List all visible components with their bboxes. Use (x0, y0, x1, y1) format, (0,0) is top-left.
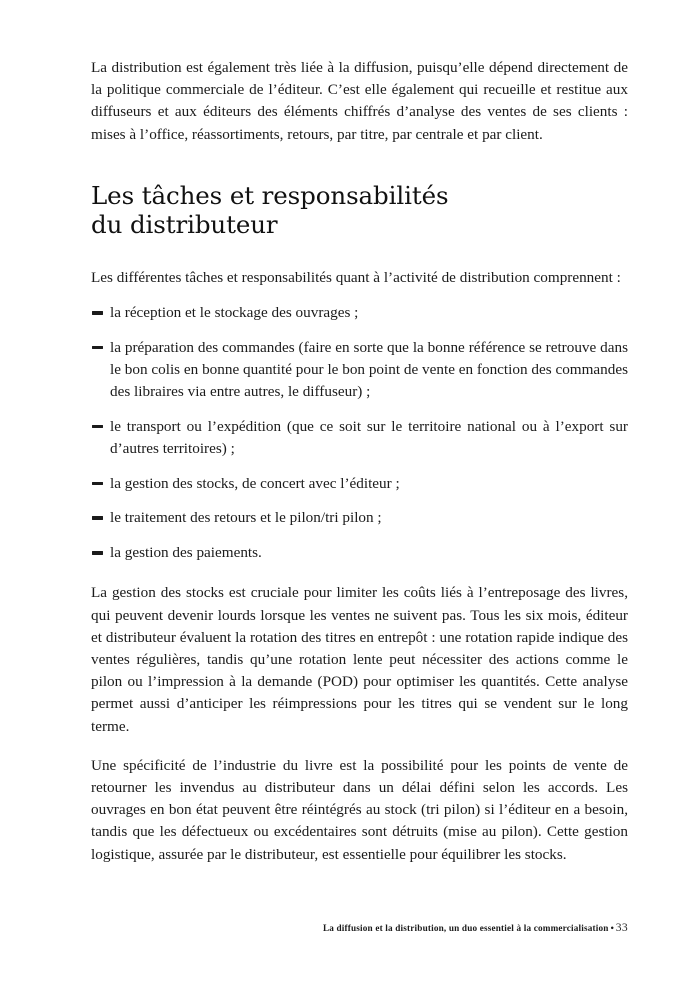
dash-bullet-icon (92, 516, 103, 520)
returns-paragraph: Une spécificité de l’industrie du livre est la possibilité pour les points de vente de retourner les invendus au distributeur dans un délai défini selon les accords. Les ouvrages en bon état peuvent être réintégrés au stock (tri pilon) si l’éditeur en a besoin, tandis que les défectueux ou excédentaires sont détruits (mise au pilon). Cette gestion logistique, assurée par le distributeur, est essentielle pour équilibrer les stocks. (91, 756, 628, 863)
list-item-text: la gestion des stocks, de concert avec l’éditeur ; (110, 474, 400, 492)
list-intro-paragraph: Les différentes tâches et responsabilités quant à l’activité de distribution comprennent : (91, 268, 621, 286)
paragraph-spacer (91, 738, 628, 755)
page-number: 33 (615, 921, 628, 934)
list-item-text: le traitement des retours et le pilon/tri pilon ; (110, 509, 382, 527)
dash-bullet-icon (92, 311, 103, 315)
responsibilities-list (91, 302, 628, 564)
list-item-text: la gestion des paiements. (110, 544, 262, 562)
list-item (91, 542, 628, 564)
list-spacer-bottom (91, 564, 628, 582)
list-item (91, 507, 628, 529)
list-item (91, 416, 628, 460)
dash-bullet-icon (92, 482, 103, 486)
footer-running-title: La diffusion et la distribution, un duo essentiel à la commercialisation (322, 923, 609, 933)
footer-separator-icon: • (610, 923, 614, 933)
page-footer (91, 916, 628, 935)
list-item (91, 337, 628, 404)
dash-bullet-icon (92, 425, 103, 429)
list-spacer-top (91, 289, 628, 302)
section-title-line-2: du distributeur (91, 210, 278, 240)
dash-bullet-icon (92, 346, 103, 350)
list-item (91, 473, 628, 495)
list-item-text: la préparation des commandes (faire en sorte que la bonne référence se retrouve dans le bon colis en bonne quantité pour le bon point de vente en fonction des commandes des libraires via entre autres, le diffuseur) ; (110, 338, 628, 401)
intro-paragraph: La distribution est également très liée à la diffusion, puisqu’elle dépend directement de la politique commerciale de l’éditeur. C’est elle également qui recueille et restitue aux diffuseurs et aux éditeurs des éléments chiffrés d’analyse des ventes de ses clients : mises à l’office, réassortiments, retours, par titre, par centrale et par client. (91, 59, 628, 143)
dash-bullet-icon (92, 551, 103, 555)
stocks-paragraph: La gestion des stocks est cruciale pour limiter les coûts liés à l’entreposage des livres, qui peuvent devenir lourds lorsque les ventes ne suivent pas. Tous les six mois, éditeur et distributeur évaluent la rotation des titres en entrepôt : une rotation rapide indique des ventes régulières, tandis qu’une rotation lente peut nécessiter des actions comme le pilon ou l’impression à la demande (POD) pour optimiser les quantités. Cette analyse permet aussi d’anticiper les réimpressions pour les titres qui se vendent sur le long terme. (91, 584, 628, 735)
page-content (91, 57, 628, 866)
list-item-text: la réception et le stockage des ouvrages ; (110, 304, 359, 322)
section-title-line-1: Les tâches et responsabilités (91, 180, 449, 210)
list-item (91, 302, 628, 324)
section-heading-block (91, 181, 628, 240)
list-item-text: le transport ou l’expédition (que ce soit sur le territoire national ou à l’export sur d’autres territoires) ; (110, 417, 628, 458)
